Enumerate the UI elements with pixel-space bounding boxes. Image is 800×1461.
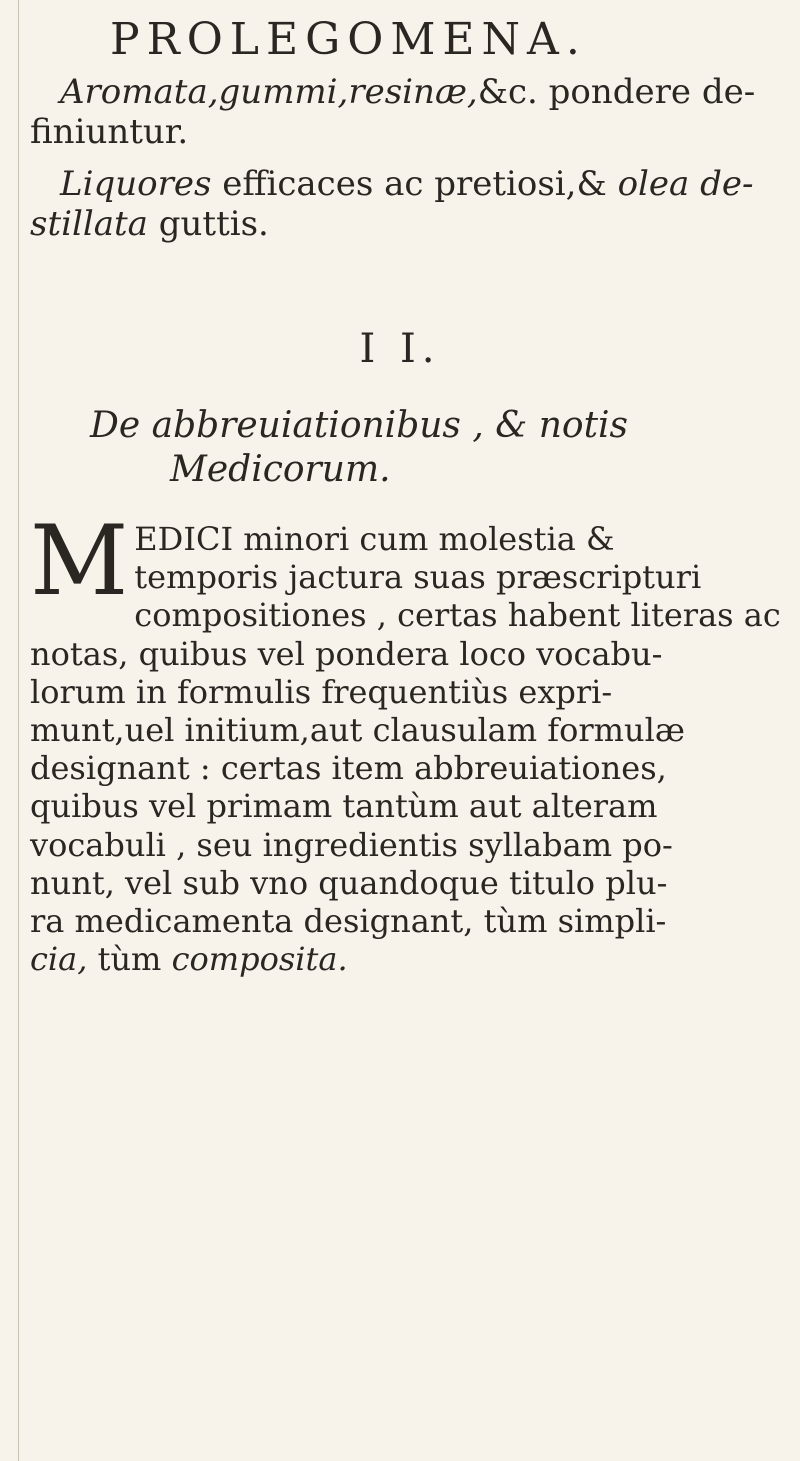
body-last-roman: tùm [87, 940, 172, 979]
body-last-italic: cia, [30, 940, 88, 979]
intro-line-1-italic: Aromata,gummi,resinæ, [60, 72, 478, 112]
intro-line-3-italic: Liquores [60, 164, 212, 204]
body-line: ra medicamenta designant, tùm simpli- [30, 902, 667, 941]
section-title-line-2: Medicorum. [170, 449, 391, 490]
drop-cap: M [30, 505, 129, 617]
intro-line-2 [30, 112, 790, 152]
section-title [90, 404, 628, 492]
section-title-line-1: De abbreuiationibus , & notis [90, 405, 629, 446]
intro-paragraph [30, 72, 790, 244]
body-line: munt,uel initium,aut clausulam formulæ [30, 711, 685, 750]
body-line: quibus vel primam tantùm aut alteram [30, 787, 658, 826]
body-last-line [30, 940, 790, 978]
body-line: EDICI minori cum molestia & [134, 520, 615, 558]
intro-line-3 [30, 164, 790, 204]
body-line: vocabuli , seu ingredientis syllabam po- [30, 825, 673, 864]
intro-line-3-italic-2: olea de- [617, 164, 754, 204]
body-line: temporis jactura suas præscripturi [134, 558, 702, 597]
body-line: notas, quibus vel pondera loco vocabu- [30, 634, 663, 673]
body-line: compositiones , certas habent literas ac [134, 596, 781, 635]
intro-line-4 [30, 204, 790, 244]
body-line: lorum in formulis frequentiùs expri- [30, 672, 613, 711]
running-head: PROLEGOMENA. [110, 14, 587, 65]
intro-line-4-italic: stillata [30, 204, 148, 244]
body-line: designant : certas item abbreuiationes, [30, 749, 667, 788]
intro-line-2-roman: finiuntur. [30, 112, 189, 152]
intro-line-1-roman: &c. pondere de- [477, 72, 756, 112]
body-last-italic-2: composita. [171, 940, 348, 979]
intro-line-4-roman: guttis. [147, 204, 269, 244]
body-paragraph [30, 505, 790, 979]
body-line: nunt, vel sub vno quandoque titulo plu- [30, 863, 668, 902]
intro-line-1 [30, 72, 790, 112]
section-number: I I. [359, 326, 441, 372]
page-margin-rule [18, 0, 19, 1461]
intro-line-3-roman: efficaces ac pretiosi,& [211, 164, 618, 204]
